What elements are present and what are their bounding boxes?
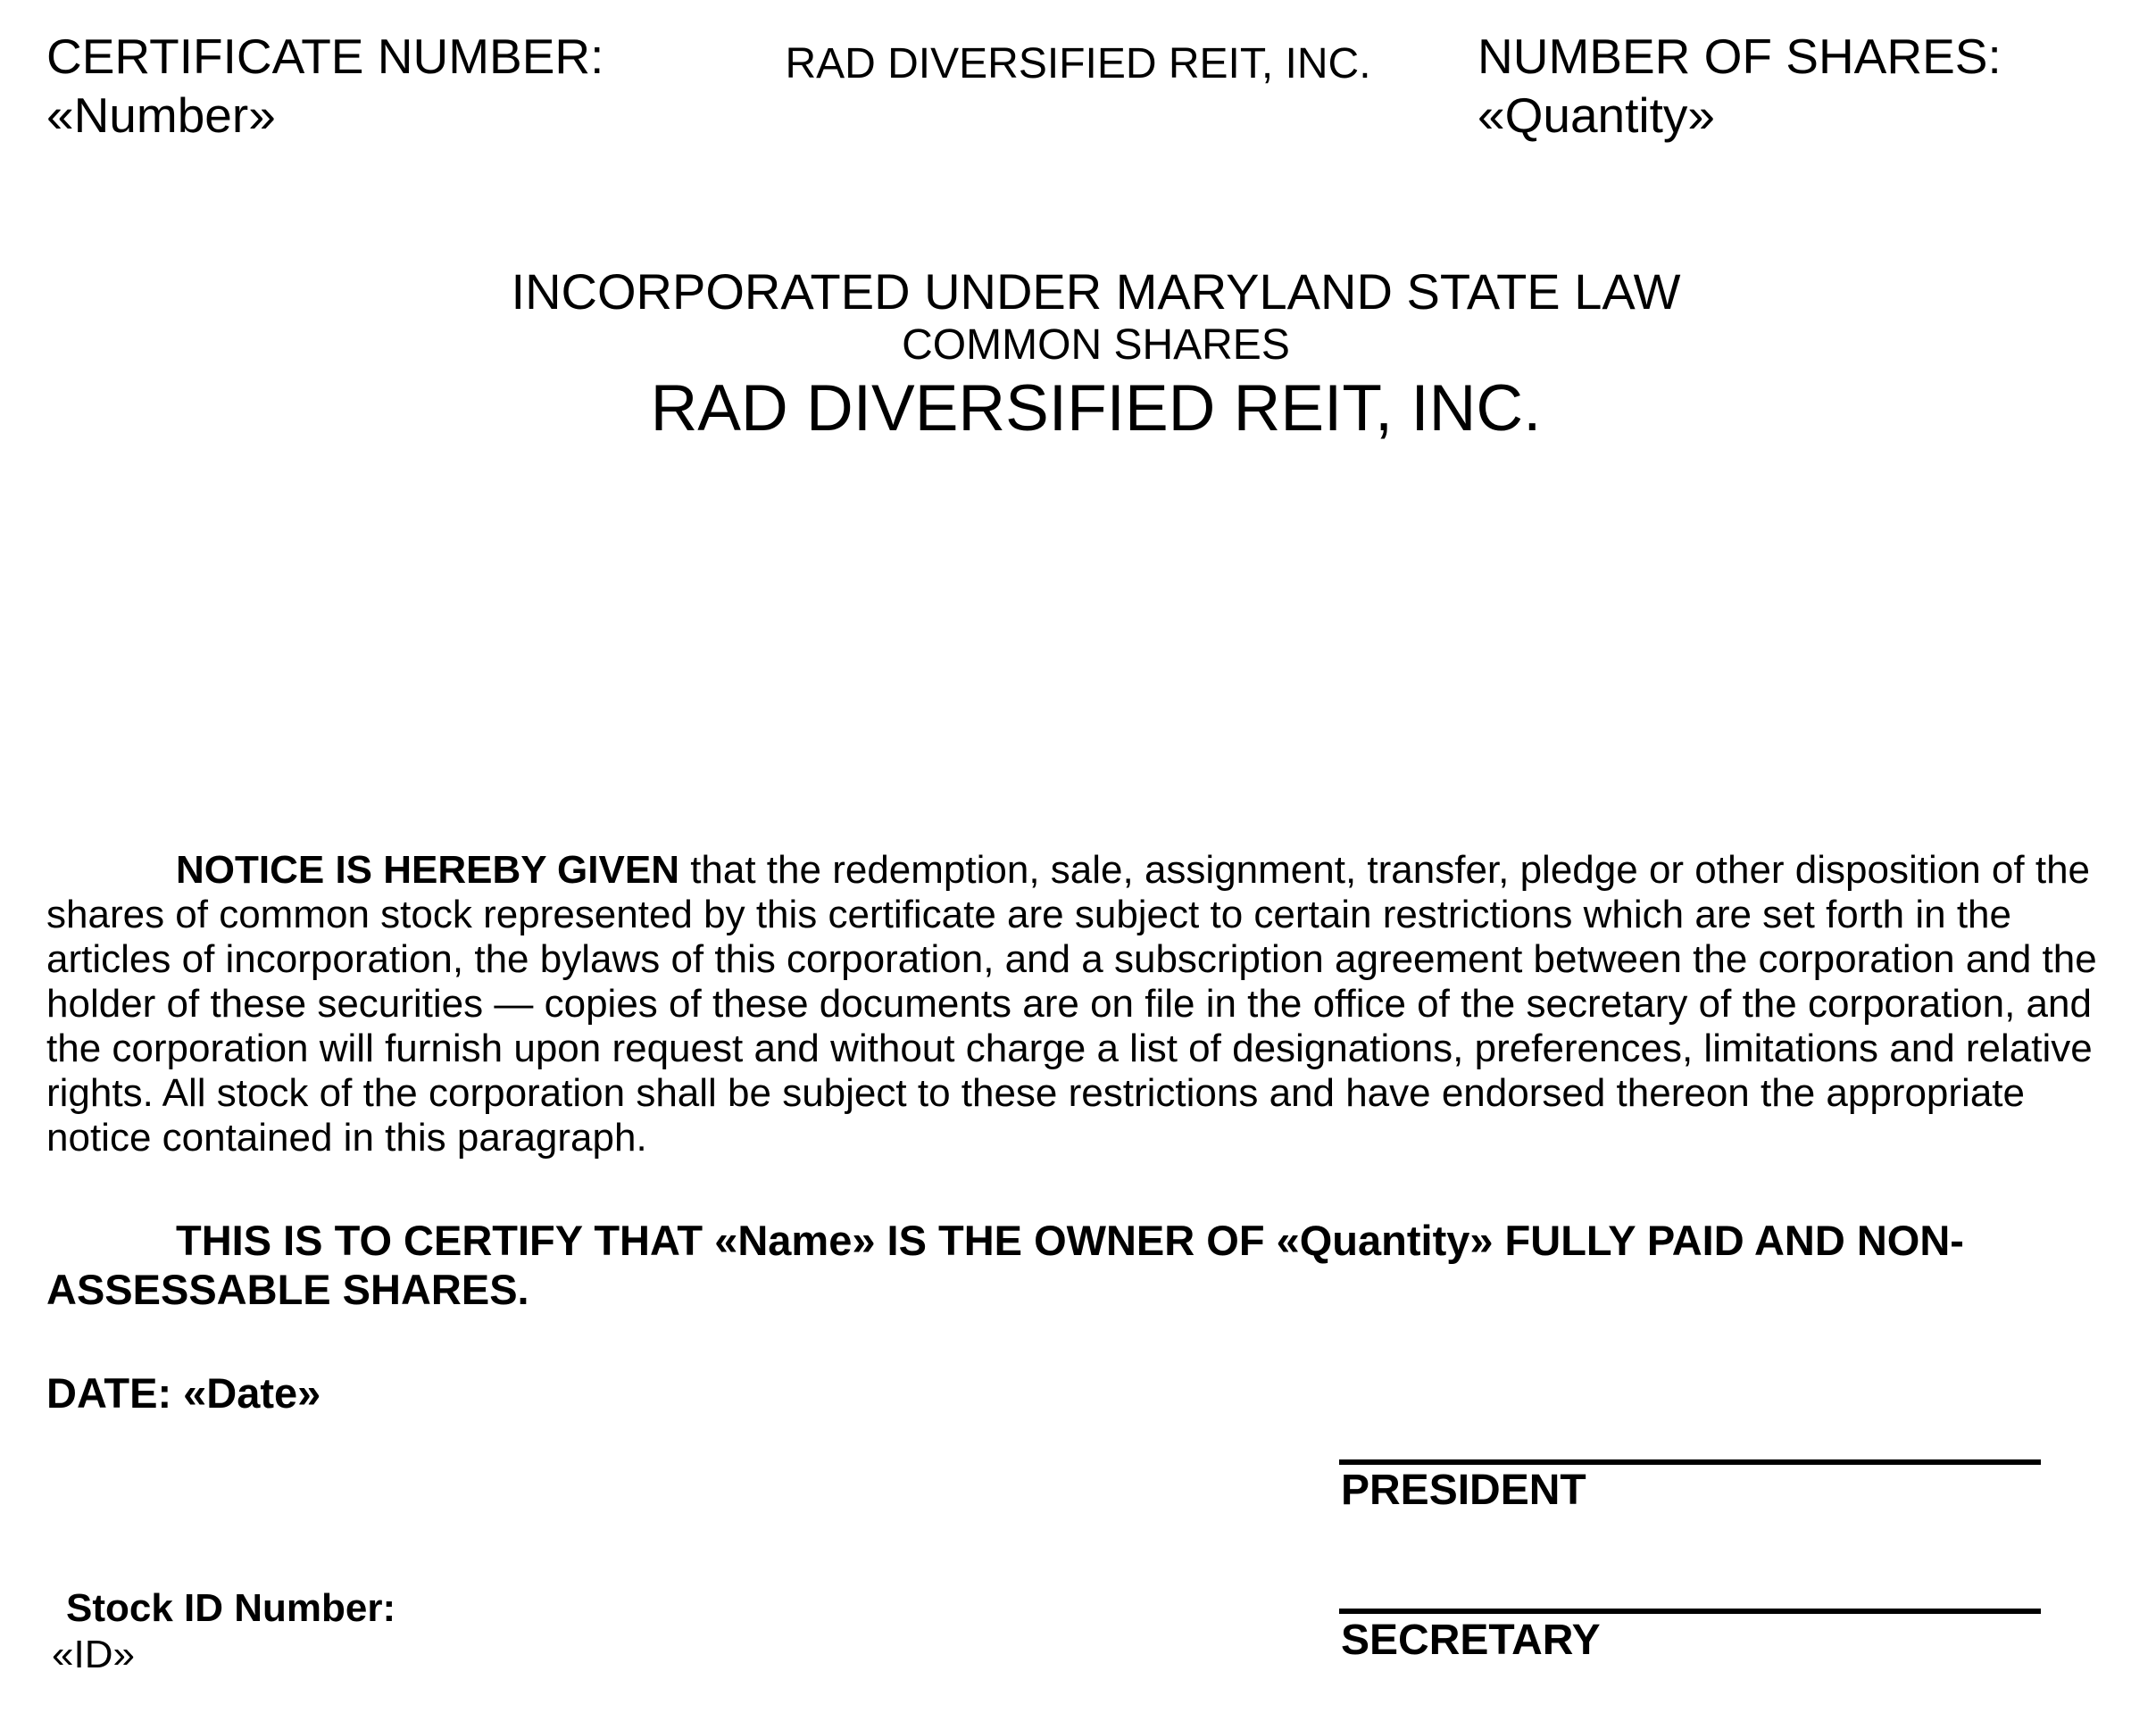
incorporation-line: INCORPORATED UNDER MARYLAND STATE LAW [511, 263, 1681, 320]
notice-line: holder of these securities — copies of these documents are on file in the office of the secretary of the corporation, and [46, 982, 2092, 1026]
stock-id-label: Stock ID Number: [66, 1586, 396, 1630]
date-line: DATE: «Date» [46, 1369, 321, 1417]
notice-line1-rest: that the redemption, sale, assignment, transfer, pledge or other disposition of the [678, 848, 2091, 892]
notice-line: the corporation will furnish upon request and without charge a list of designations, preferences, limitations and relative [46, 1027, 2093, 1070]
company-name-header: RAD DIVERSIFIED REIT, INC. [785, 40, 1371, 87]
certify-line: THIS IS TO CERTIFY THAT «Name» IS THE OWNER OF «Quantity» FULLY PAID AND NON- [176, 1217, 1964, 1264]
secretary-signature-line [1339, 1609, 2041, 1614]
notice-line [46, 848, 2097, 893]
certificate-number-label: CERTIFICATE NUMBER: [46, 29, 604, 84]
stock-id-value: «ID» [52, 1633, 135, 1676]
number-of-shares-block [1478, 27, 2002, 145]
notice-paragraph [46, 848, 2097, 1160]
president-signature-line [1339, 1459, 2041, 1465]
title-block [36, 263, 2156, 447]
notice-line: notice contained in this paragraph. [46, 1116, 647, 1160]
number-of-shares-label: NUMBER OF SHARES: [1478, 29, 2002, 84]
certificate-number-value: «Number» [46, 87, 276, 143]
certify-paragraph [46, 1216, 1964, 1314]
president-label: PRESIDENT [1341, 1467, 1586, 1514]
notice-bold-intro: NOTICE IS HEREBY GIVEN [176, 848, 679, 892]
company-name-title: RAD DIVERSIFIED REIT, INC. [650, 372, 1542, 445]
secretary-label: SECRETARY [1341, 1617, 1601, 1664]
notice-line: articles of incorporation, the bylaws of this corporation, and a subscription agreement between the corporation and the [46, 937, 2097, 981]
notice-line: shares of common stock represented by this certificate are subject to certain restrictions which are set forth in the [46, 893, 2011, 936]
number-of-shares-value: «Quantity» [1478, 87, 1716, 143]
certify-line: ASSESSABLE SHARES. [46, 1266, 529, 1313]
share-class-line: COMMON SHARES [902, 321, 1290, 369]
notice-line: rights. All stock of the corporation shall be subject to these restrictions and have endorsed thereon the appropriate [46, 1071, 2025, 1115]
